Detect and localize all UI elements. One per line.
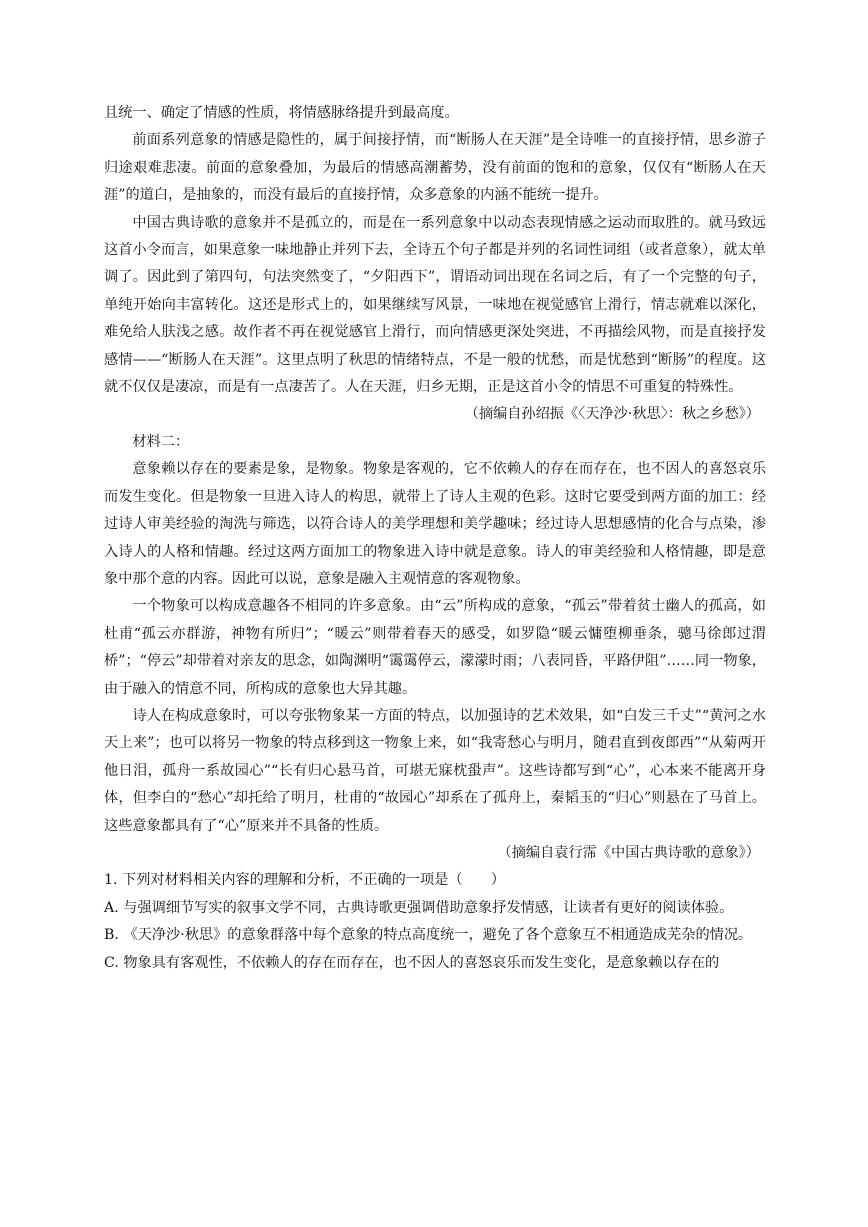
source-citation: （摘编自袁行霈《中国古典诗歌的意象》）	[497, 844, 760, 861]
option-a: A. 与强调细节写实的叙事文学不同，古典诗歌更强调借助意象抒发情感，让读者有更好的阅读体验。	[104, 899, 734, 916]
source-citation: （摘编自孙绍振《〈天净沙·秋思〉：秋之乡愁》）	[464, 406, 760, 423]
paragraph: 前面系列意象的情感是隐性的，属于间接抒情，而“断肠人在天涯”是全诗唯一的直接抒情，思乡游子归途艰难悲凄。前面的意象叠加，为最后的情感高潮蓄势，没有前面的饱和的意象，仅仅有“断肠人在天涯”的道白，是抽象的，而没有最后的直接抒情，众多意象的内涵不能统一提升。	[104, 132, 766, 204]
paragraph: 一个物象可以构成意趣各不相同的许多意象。由“云”所构成的意象，“孤云”带着贫士幽人的孤高，如杜甫“孤云亦群游，神物有所归”；“暖云”则带着春天的感受，如罗隐“暖云慵堕柳垂条，骢马徐郎过渭桥”；“停云”却带着对亲友的思念，如陶渊明“霭霭停云，濛濛时雨；八表同昏，平路伊阻”……同一物象，由于融入的情意不同，所构成的意象也大异其趣。	[104, 598, 766, 697]
paragraph: 且统一、确定了情感的性质，将情感脉络提升到最高度。	[104, 105, 459, 121]
material-label: 材料二：	[132, 433, 190, 450]
paragraph: 诗人在构成意象时，可以夸张物象某一方面的特点，以加强诗的艺术效果，如“白发三千丈”“黄河之水天上来”；也可以将另一物象的特点移到这一物象上来，如“我寄愁心与明月，随君直到夜郎西”“从菊两开他日泪，孤舟一系故园心”“长有归心悬马首，可堪无寐枕蛩声”。这些诗都写到“心”，心本来不能离开身体，但李白的“愁心”却托给了明月，杜甫的“故园心”却系在了孤舟上，秦韬玉的“归心”则悬在了马首上。这些意象都具有了“心”原来并不具备的性质。	[104, 707, 766, 834]
option-b: B. 《天净沙·秋思》的意象群落中每个意象的特点高度统一，避免了各个意象互不相通造成芜杂的情况。	[104, 927, 753, 944]
option-c: C. 物象具有客观性，不依赖人的存在而存在，也不因人的喜怒哀乐而发生变化，是意象赖以存在的	[104, 954, 720, 971]
question-stem: 1. 下列对材料相关内容的理解和分析，不正确的一项是（ ）	[104, 872, 506, 889]
paragraph: 意象赖以存在的要素是象，是物象。物象是客观的，它不依赖人的存在而存在，也不因人的喜怒哀乐而发生变化。但是物象一旦进入诗人的构思，就带上了诗人主观的色彩。这时它要受到两方面的加工：经过诗人审美经验的淘洗与筛选，以符合诗人的美学理想和美学趣味；经过诗人思想感情的化合与点染，渗入诗人的人格和情趣。经过这两方面加工的物象进入诗中就是意象。诗人的审美经验和人格情趣，即是意象中那个意的内容。因此可以说，意象是融入主观情意的客观物象。	[104, 461, 766, 587]
paragraph: 中国古典诗歌的意象并不是孤立的，而是在一系列意象中以动态表现情感之运动而取胜的。就马致远这首小令而言，如果意象一味地静止并列下去，全诗五个句子都是并列的名词性词组（或者意象），就太单调了。因此到了第四句，句法突然变了，“夕阳西下”，谓语动词出现在名词之后，有了一个完整的句子，单纯开始向丰富转化。这还是形式上的，如果继续写风景，一味地在视觉感官上滑行，情志就难以深化，难免给人肤浅之感。故作者不再在视觉感官上滑行，而向情感更深处突进，不再描绘风物，而是直接抒发感情——“断肠人在天涯”。这里点明了秋思的情绪特点，不是一般的忧愁，而是忧愁到“断肠”的程度。这就不仅仅是凄凉，而是有一点凄苦了。人在天涯，归乡无期，正是这首小令的情思不可重复的特殊性。	[104, 214, 766, 396]
document-page	[104, 100, 766, 977]
